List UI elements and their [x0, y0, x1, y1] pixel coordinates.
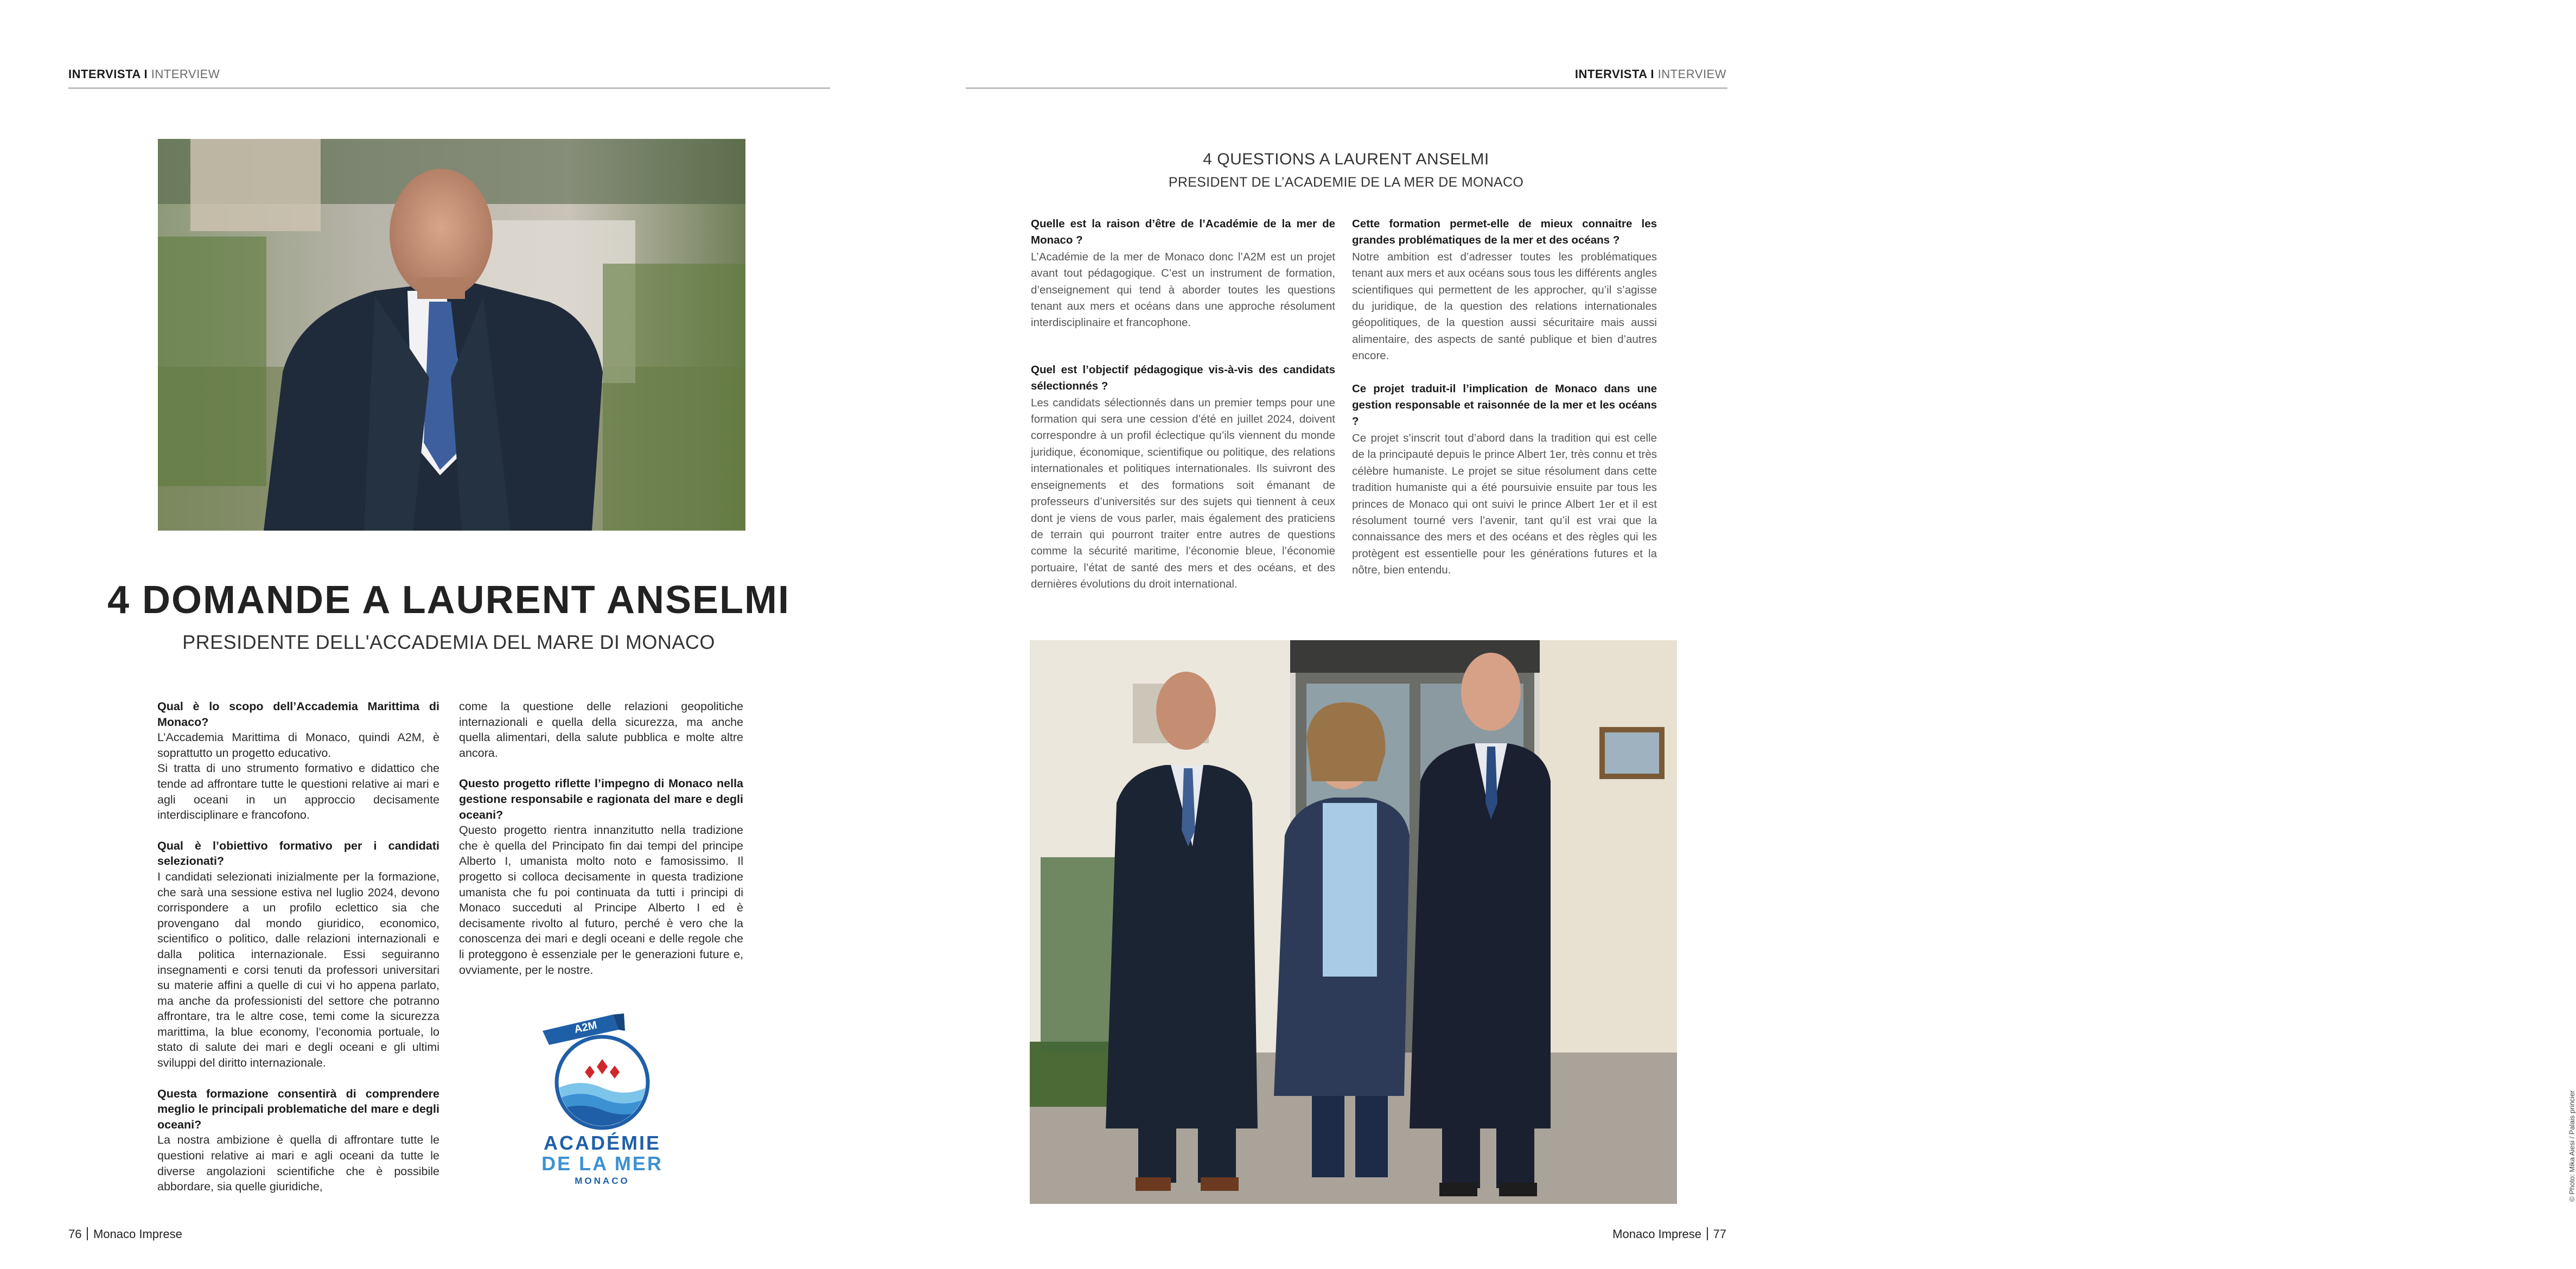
- answer: La nostra ambizione è quella di affrontare tutte le questioni relative ai mari e agli oceani da tutte le diverse angolazioni scientifiche che è possibile abbordare, sia quelle giuridiche,: [157, 1133, 439, 1194]
- answer: Ce projet s’inscrit tout d’abord dans la tradition qui est celle de la principauté depuis le prince Albert 1er, très connu et très célèbre humaniste. Le projet se situe résolument dans cette tradition humaniste qui a été poursuivie ensuite par tous les princes de Monaco qui ont suivi le prince Albert 1er et il est résolument tourné vers l’avenir, tant qu’il est vrai que la connaissance des mers et des océans et des règles qui les protègent est essentielle pour les générations futures et la nôtre, bien entendu.: [1352, 431, 1657, 577]
- header-rule: [966, 87, 1727, 89]
- answer: I candidati selezionati inizialmente per la formazione, che sarà una sessione estiva nel luglio 2024, devono corrispondere a un profilo eclettico sia che provengano dal mondo giuridico, economico, scientifico o politico, dalle relazioni internazionali e dalla politica internazionale. Essi seguiranno insegnamenti e corsi tenuti da professori universitari su materie affini a quelle di cui vi ho appena parlato, ma anche da professionisti del settore che potranno affrontare, tra le altre cose, temi come la sicurezza marittima, la blue economy, l’economia portuale, lo stato di salute dei mari e degli oceani e gli ultimi sviluppi del diritto internazionale.: [157, 870, 439, 1070]
- question: Questo progetto riflette l’impegno di Monaco nella gestione responsabile e ragionata del mare e degli oceani?: [459, 777, 743, 821]
- answer: Si tratta di uno strumento formativo e didattico che tende ad affrontare tutte le questioni relative ai mari e agli oceani in un approccio decisamente interdisciplinare e francofono.: [157, 762, 439, 822]
- running-head-section: INTERVISTA I: [68, 67, 148, 81]
- right-text-column-1: [1031, 216, 1335, 593]
- running-head: [1575, 67, 1726, 81]
- answer: come la questione delle relazioni geopolitiche internazionali e quella della sicurezza, ma anche quella alimentari, della salute pubblica e molte altre ancora.: [459, 700, 743, 760]
- question: Qual è lo scopo dell’Accademia Marittima di Monaco?: [157, 700, 439, 729]
- left-page: [0, 0, 897, 1269]
- question: Quelle est la raison d’être de l’Académie de la mer de Monaco ?: [1031, 218, 1335, 247]
- question: Questa formazione consentirà di comprendere meglio le principali problematiche del mare e degli oceani?: [157, 1087, 439, 1131]
- answer: Les candidats sélectionnés dans un premier temps pour une formation qui sera une cession d’été en juillet 2024, doivent correspondre à un profil éclectique qu’ils viennent du monde juridique, économique, scientifique ou politique, des relations internationales et politiques internationales. Ils suivront des enseignements et des formations soit émanant de professeurs d’universités sur des sujets qui tiennent à ceux dont je viens de vous parler, mais également des praticiens de terrain qui pourront traiter entre autres de questions comme la sécurité maritime, l’économie bleue, l’économie portuaire, l’état de santé des mers et des océans, et des dernières évolutions du droit international.: [1031, 396, 1335, 591]
- answer: L’Académie de la mer de Monaco donc l’A2M est un projet avant tout pédagogique. C’est un instrument de formation, d’enseignement qui tend à aborder toutes les questions tenant aux mers et océans dans une approche résolument interdisciplinaire et francophone.: [1031, 250, 1335, 329]
- group-photo: [1030, 640, 1677, 1204]
- academie-emblem-icon: [537, 1009, 667, 1134]
- page-subtitle: PRESIDENT DE L’ACADEMIE DE LA MER DE MONACO: [1168, 175, 1524, 190]
- publication-name: Monaco Imprese: [1612, 1227, 1702, 1241]
- answer: L’Accademia Marittima di Monaco, quindi A2M, è soprattutto un progetto educativo.: [157, 731, 439, 760]
- running-head-section: INTERVISTA I: [1574, 67, 1655, 81]
- page-number: 77: [1713, 1227, 1726, 1241]
- logo-line-1: ACADÉMIE: [543, 1132, 661, 1154]
- left-text-column-2: [459, 699, 743, 978]
- running-head: [68, 67, 220, 81]
- logo-line-2: DE LA MER: [541, 1152, 663, 1175]
- running-head-label: INTERVIEW: [151, 67, 220, 81]
- photo-credit: © Photo: Mika Aiesi / Palais princier: [2568, 1090, 2576, 1202]
- page-number: 76: [68, 1227, 82, 1241]
- page-footer: [1612, 1227, 1726, 1241]
- running-head-label: INTERVIEW: [1657, 67, 1726, 81]
- publication-name: Monaco Imprese: [93, 1227, 182, 1241]
- question: Qual è l’obiettivo formativo per i candidati selezionati?: [157, 839, 439, 868]
- page-subtitle: PRESIDENTE DELL'ACCADEMIA DEL MARE DI MONACO: [182, 631, 715, 653]
- question: Cette formation permet-elle de mieux connaitre les grandes problématiques de la mer et des océans ?: [1352, 218, 1657, 247]
- left-text-column-1: [157, 699, 439, 1195]
- answer: Notre ambition est d’adresser toutes les problématiques tenant aux mers et aux océans sous tous les différents angles scientifiques qui permettent de les approcher, qu’il s’agisse du juridique, de la question des relations internationales géopolitiques, de la question aussi sécuritaire mais aussi alimentaire, des aspects de santé publique et bien d’autres encore.: [1352, 250, 1657, 362]
- page-footer: [68, 1227, 182, 1241]
- header-rule: [68, 87, 830, 89]
- question: Quel est l’objectif pédagogique vis-à-vis des candidats sélectionnés ?: [1031, 363, 1335, 393]
- question: Ce projet traduit-il l’implication de Monaco dans une gestion responsable et raisonnée de la mer et les océans ?: [1352, 382, 1657, 428]
- right-text-column-2: [1352, 216, 1657, 579]
- answer: Questo progetto rientra innanzitutto nella tradizione che è quella del Principato fin dai tempi del principe Alberto I, umanista molto noto e famosissimo. Il progetto si colloca decisamente in questa tradizione umanista che fu poi continuata da tutti i principi di Monaco succeduti al Principe Alberto I ed è decisamente rivolto al futuro, perché è vero che la conoscenza dei mari e degli oceani e delle regole che li proteggono è essenziale per le generazioni future e, ovviamente, per le nostre.: [459, 824, 743, 977]
- portrait-photo: [158, 139, 745, 531]
- right-page: [897, 0, 2576, 1269]
- page-title: 4 QUESTIONS A LAURENT ANSELMI: [1203, 150, 1489, 168]
- logo-badge: A2M: [573, 1019, 598, 1036]
- logo-line-3: MONACO: [575, 1176, 630, 1186]
- academie-logo: [537, 1009, 667, 1199]
- page-title: 4 DOMANDE A LAURENT ANSELMI: [107, 578, 790, 622]
